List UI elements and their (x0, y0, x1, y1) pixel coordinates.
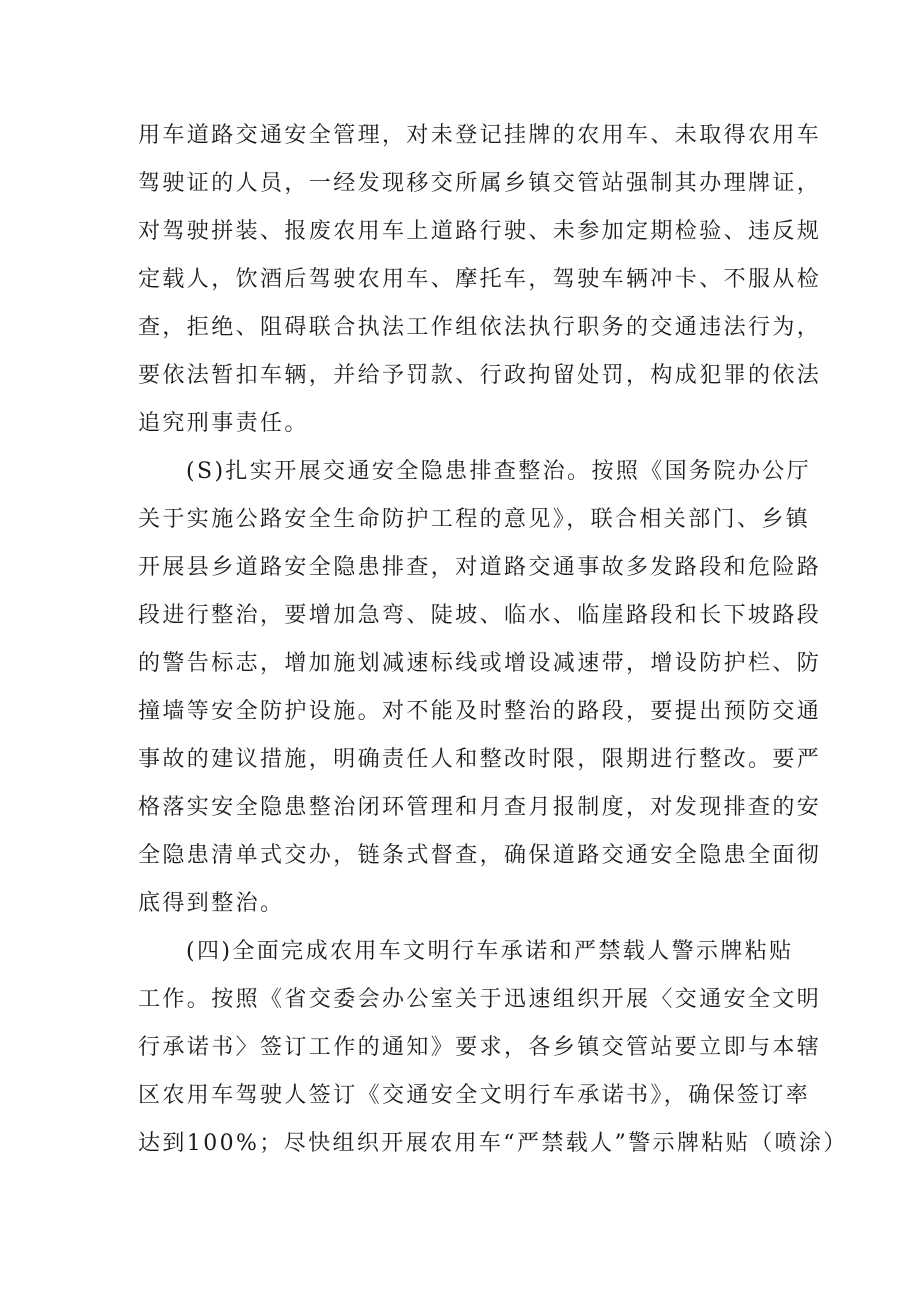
text-line: 的警告标志，增加施划减速标线或增设减速带，增设防护栏、防 (138, 651, 822, 676)
text-line: 撞墙等安全防护设施。对不能及时整治的路段，要提出预防交通 (138, 699, 822, 724)
text-line: 行承诺书〉签订工作的通知》要求，各乡镇交管站要立即与本辖 (138, 1035, 822, 1060)
text-line: 底得到整治。 (138, 891, 285, 916)
text-line: 达到100%；尽快组织开展农用车“严禁载人”警示牌粘贴（喷涂） (138, 1131, 848, 1156)
text-line: 段进行整治，要增加急弯、陡坡、临水、临崖路段和长下坡路段 (138, 603, 822, 628)
text-line: 格落实安全隐患整治闭环管理和月查月报制度，对发现排查的安 (138, 795, 822, 820)
paragraph-first-line: (S)扎实开展交通安全隐患排查整治。按照《国务院办公厅 (186, 459, 812, 484)
text-line: 追究刑事责任。 (138, 411, 309, 436)
text-line: 全隐患清单式交办，链条式督查，确保道路交通安全隐患全面彻 (138, 843, 822, 868)
text-line: 对驾驶拼装、报废农用车上道路行驶、未参加定期检验、违反规 (138, 219, 822, 244)
text-line: 事故的建议措施，明确责任人和整改时限，限期进行整改。要严 (138, 747, 822, 772)
text-line: 开展县乡道路安全隐患排查，对道路交通事故多发路段和危险路 (138, 555, 822, 580)
text-line: 定载人，饮酒后驾驶农用车、摩托车，驾驶车辆冲卡、不服从检 (138, 267, 822, 292)
text-line: 要依法暂扣车辆，并给予罚款、行政拘留处罚，构成犯罪的依法 (138, 363, 822, 388)
text-line: 驾驶证的人员，一经发现移交所属乡镇交管站强制其办理牌证， (138, 171, 822, 196)
text-line: 工作。按照《省交委会办公室关于迅速组织开展〈交通安全文明 (138, 987, 822, 1012)
paragraph-first-line: (四)全面完成农用车文明行车承诺和严禁载人警示牌粘贴 (186, 939, 794, 964)
text-line: 区农用车驾驶人签订《交通安全文明行车承诺书》，确保签订率 (138, 1083, 811, 1108)
text-line: 关于实施公路安全生命防护工程的意见》，联合相关部门、乡镇 (138, 507, 811, 532)
text-line: 查，拒绝、阻碍联合执法工作组依法执行职务的交通违法行为， (138, 315, 822, 340)
text-line: 用车道路交通安全管理，对未登记挂牌的农用车、未取得农用车 (138, 123, 822, 148)
